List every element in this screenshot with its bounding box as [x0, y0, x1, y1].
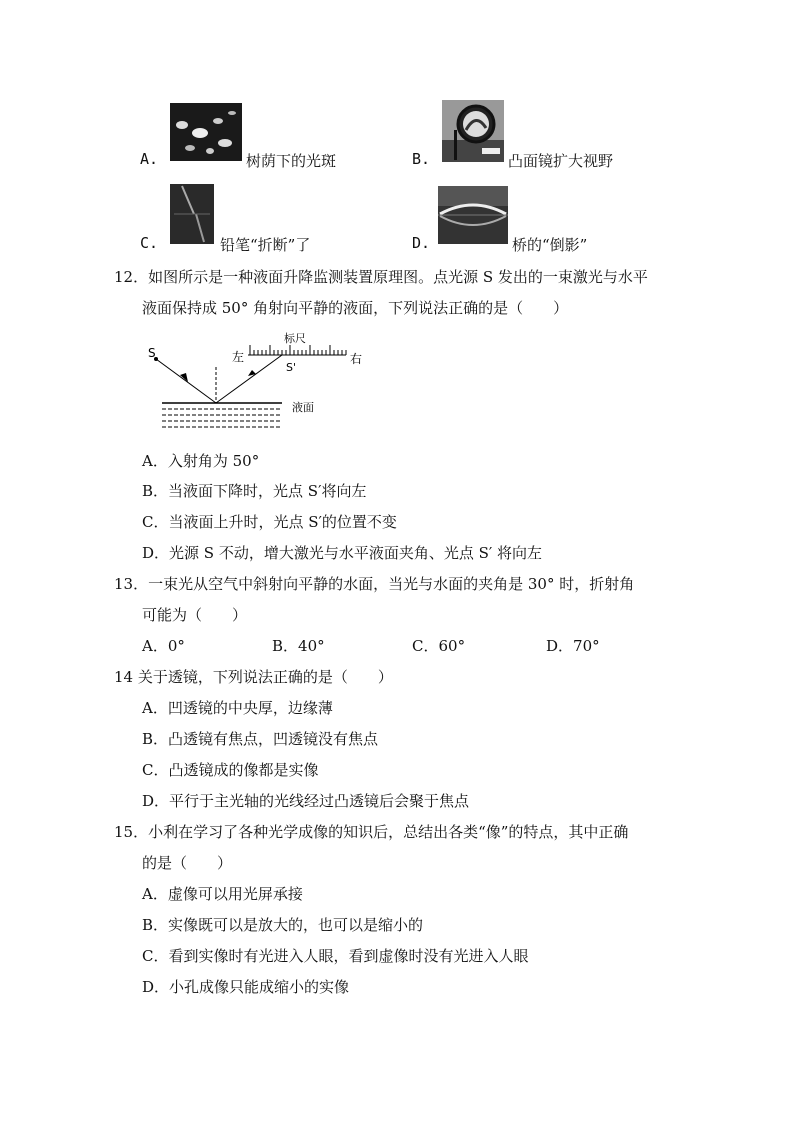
- option-d: D．光源 S 不动，增大激光与水平液面夹角、光点 S′ 将向左: [142, 544, 543, 562]
- option-a: A．0°: [142, 637, 185, 655]
- tree-shade-light-spots-photo: [170, 103, 242, 161]
- label-spot: S': [286, 361, 297, 374]
- label-left: 左: [232, 350, 245, 364]
- label-source: S: [148, 346, 156, 360]
- option-d: D．平行于主光轴的光线经过凸透镜后会聚于焦点: [142, 792, 470, 810]
- option-caption: 凸面镜扩大视野: [508, 152, 614, 170]
- option-c: C．看到实像时有光进入人眼，看到虚像时没有光进入人眼: [142, 947, 529, 965]
- question-stem: 液面保持成 50° 角射向平静的液面，下列说法正确的是（ ）: [142, 299, 569, 317]
- option-d: D．小孔成像只能成缩小的实像: [142, 978, 350, 996]
- option-caption: 树荫下的光斑: [246, 152, 337, 170]
- broken-pencil-photo: [170, 184, 214, 244]
- option-b: B．当液面下降时，光点 S′将向左: [142, 482, 367, 500]
- option-letter: A.: [140, 150, 159, 168]
- option-letter: D.: [412, 234, 431, 252]
- option-a: A．入射角为 50°: [142, 452, 260, 470]
- option-d: D．70°: [546, 637, 600, 655]
- label-liquid: 液面: [292, 401, 314, 414]
- question-stem: 可能为（ ）: [142, 606, 248, 624]
- option-caption: 铅笔“折断”了: [220, 236, 311, 254]
- option-letter: C.: [140, 234, 159, 252]
- option-c: C．凸透镜成的像都是实像: [142, 761, 319, 779]
- option-b: B．实像既可以是放大的，也可以是缩小的: [142, 916, 424, 934]
- question-stem: 13．一束光从空气中斜射向平静的水面，当光与水面的夹角是 30° 时，折射角: [114, 575, 635, 593]
- question-stem: 15．小利在学习了各种光学成像的知识后，总结出各类“像”的特点，其中正确: [114, 823, 629, 841]
- label-ruler: 标尺: [284, 332, 306, 345]
- convex-mirror-photo: [442, 100, 504, 162]
- option-letter: B.: [412, 150, 431, 168]
- option-c: C．当液面上升时，光点 S′的位置不变: [142, 513, 397, 531]
- option-caption: 桥的“倒影”: [512, 236, 588, 254]
- option-a: A．凹透镜的中央厚，边缘薄: [142, 699, 333, 717]
- option-b: B．凸透镜有焦点，凹透镜没有焦点: [142, 730, 379, 748]
- option-b: B．40°: [272, 637, 325, 655]
- bridge-reflection-photo: [438, 186, 508, 244]
- question-stem: 12．如图所示是一种液面升降监测装置原理图。点光源 S 发出的一束激光与水平: [114, 268, 648, 286]
- option-a: A．虚像可以用光屏承接: [142, 885, 303, 903]
- option-c: C．60°: [412, 637, 466, 655]
- question-stem: 14 关于透镜，下列说法正确的是（ ）: [114, 668, 393, 686]
- question-stem: 的是（ ）: [142, 854, 233, 872]
- level-monitor-diagram: [140, 325, 370, 437]
- label-right: 右: [350, 352, 363, 366]
